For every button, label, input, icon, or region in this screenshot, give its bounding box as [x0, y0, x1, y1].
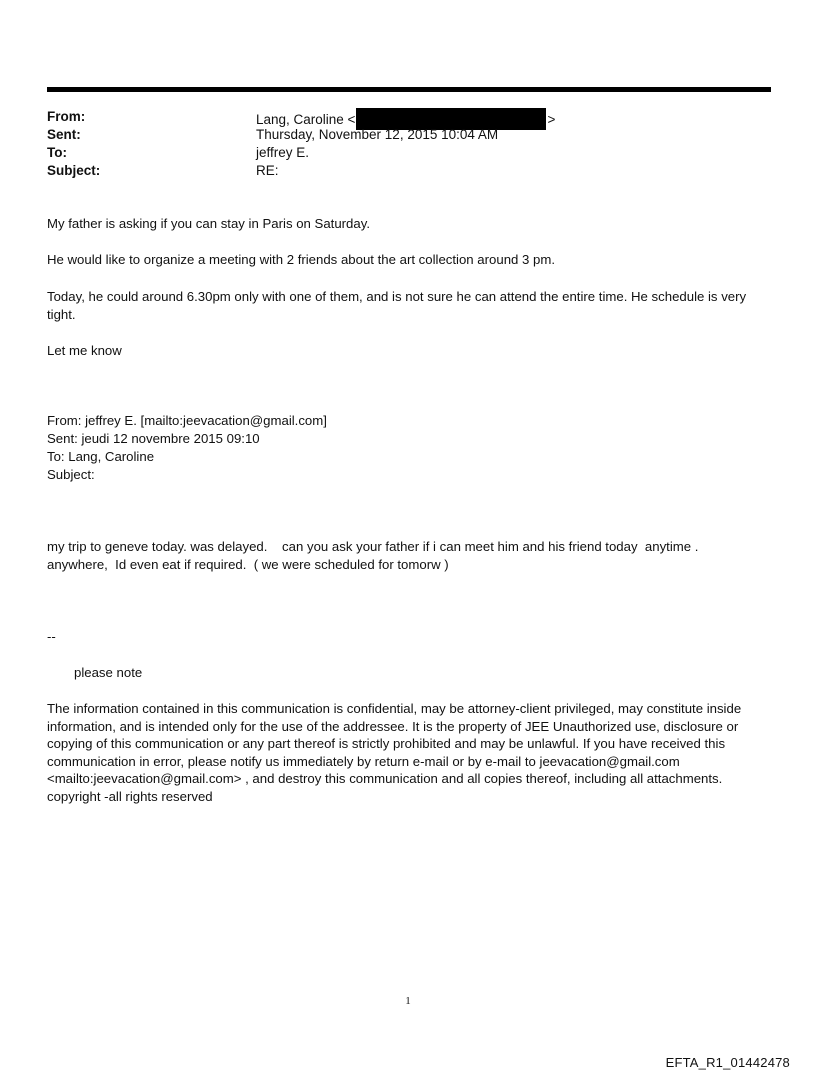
- quoted-to: To: Lang, Caroline: [47, 449, 155, 464]
- to-label: To:: [47, 145, 67, 160]
- body-paragraph-3: Today, he could around 6.30pm only with one of them, and is not sure he can attend the entire time. He schedule is very tight.: [47, 289, 750, 322]
- quoted-sent: Sent: jeudi 12 novembre 2015 09:10: [47, 431, 260, 446]
- body-paragraph-4: Let me know: [47, 343, 122, 358]
- page-number: 1: [405, 995, 411, 1007]
- from-label: From:: [47, 109, 86, 124]
- signature-dashes: --: [47, 629, 56, 644]
- sent-value: Thursday, November 12, 2015 10:04 AM: [256, 127, 499, 142]
- quoted-subject: Subject:: [47, 467, 95, 482]
- from-name: Lang, Caroline <: [256, 112, 356, 127]
- subject-label: Subject:: [47, 163, 101, 178]
- signature-disclaimer: The information contained in this communication is confidential, may be attorney-client privileged, may constitute inside information, and is intended only for the use of the addressee. It is the property of JEE Unauthorized use, disclosure or copying of this communication or any part thereof is strictly prohibited and may be unlawful. If you have received this communication in error, please notify us immediately by return e-mail or by e-mail to jeevacation@gmail.com <mailto:jeevacation@gmail.com> , and destroy this communication and all copies thereof, including all attachments. copyright -all rights reserved: [47, 701, 745, 804]
- body-paragraph-1: My father is asking if you can stay in Paris on Saturday.: [47, 216, 370, 231]
- document-id: EFTA_R1_01442478: [665, 1055, 790, 1070]
- header-rule: [47, 87, 771, 92]
- subject-value: RE:: [256, 163, 279, 178]
- quoted-message: my trip to geneve today. was delayed. can you ask your father if i can meet him and his friend today anytime . anywhere, Id even eat if required. ( we were scheduled for tomorw ): [47, 539, 706, 572]
- signature-note: please note: [74, 665, 143, 680]
- to-value: jeffrey E.: [256, 145, 310, 160]
- body-paragraph-2: He would like to organize a meeting with 2 friends about the art collection around 3 pm.: [47, 252, 556, 267]
- from-close: >: [547, 112, 556, 127]
- sent-label: Sent:: [47, 127, 81, 142]
- quoted-from: From: jeffrey E. [mailto:jeevacation@gmail.com]: [47, 413, 327, 428]
